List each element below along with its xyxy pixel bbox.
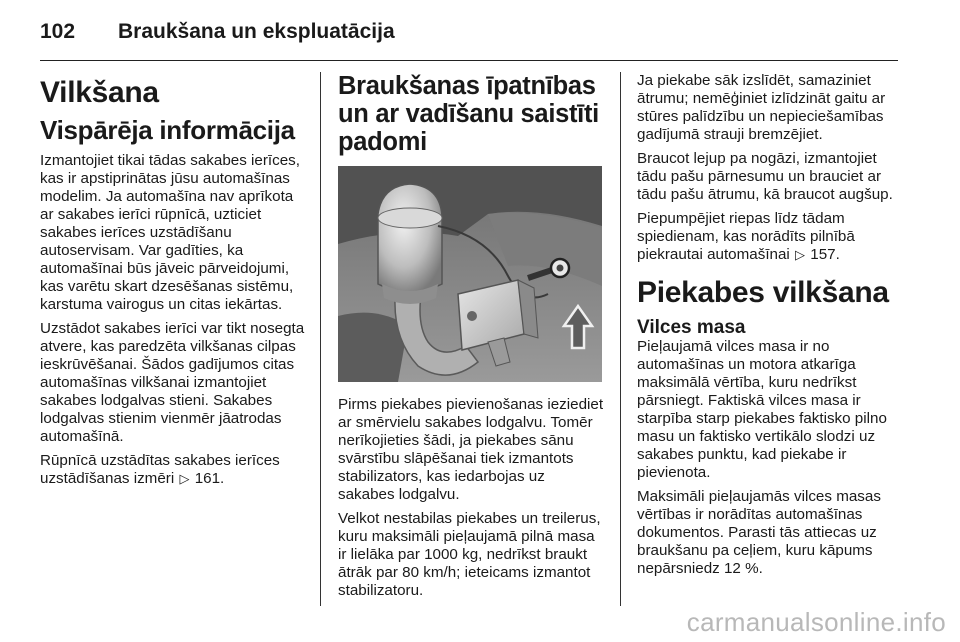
watermark: carmanualsonline.info [686,607,946,637]
paragraph-with-ref [40,452,308,488]
section-title: Braukšanas īpatnības un ar vadīšanu saistīti padomi [338,72,599,156]
paragraph-with-ref [637,210,905,264]
column-2 [338,72,604,606]
paragraph: Velkot nestabilas piekabes un treilerus, kuru maksimāli pieļaujamā pilnā masa ir lielāka par 1000 kg, nedrīkst braukt ātrāk par 80 km/h; ieteicams izmantot stabilizatoru. [338,510,601,599]
column-1 [40,72,308,494]
column-divider [320,72,321,606]
page-header [40,14,900,54]
page-reference[interactable]: 157. [810,246,840,263]
page-reference[interactable]: 161. [194,470,225,487]
paragraph: Ja piekabe sāk izslīdēt, samaziniet ātrumu; nemēģiniet izlīdzināt gaitu ar stūres palīdzību un nepieciešamības gadījumā strauji bremzējiet. [637,72,886,143]
column-3 [637,72,905,584]
tow-bar-illustration-svg [338,166,602,382]
section-title: Piekabes vilkšana [637,276,889,309]
paragraph: Maksimāli pieļaujamās vilces masas vērtības ir norādītas automašīnas dokumentos. Parasti tās attiecas uz braukšanu pa ceļiem, kuru kāpums nepārsniedz 12 %. [637,488,881,577]
subsection-title: Vispārēja informācija [40,115,295,145]
paragraph: Braucot lejup pa nogāzi, izmantojiet tādu pašu pārnesumu un brauciet ar tādu pašu ātrumu, kā braucot augšup. [637,150,893,203]
paragraph: Pirms piekabes pievienošanas ieziediet ar smērvielu sakabes lodgalvu. Tomēr nerīkojieties šādi, ja piekabes sānu svārstību slāpēšanai tiek izmantots stabilizators, kas iedarbojas uz sakabes lodgalvu. [338,396,604,503]
chapter-title: Braukšana un ekspluatācija [118,20,395,43]
column-divider [620,72,621,606]
page-reference-icon: ▷ [179,471,190,486]
paragraph: Izmantojiet tikai tādas sakabes ierīces, kas ir apstiprinātas jūsu automašīnas modelim. Ja automašīna nav aprīkota ar sakabes ierīci rūpnīcā, uzticiet sakabes ierīces uzstādīšanu autoservisam. Var gadīties, ka automašīnai būs jāveic pārveidojumi, kas varētu skart dzesēšanas sistēmu, karstuma vairogus un citas iekārtas. [40,152,300,313]
paragraph-text: Rūpnīcā uzstādītas sakabes ierīces uzstādīšanas izmēri [40,452,280,487]
paragraph: Pieļaujamā vilces masa ir no automašīnas un motora atkarīga maksimālā vērtība, kuru nedrīkst pārsniegt. Faktiskā vilces masa ir starpība starp piekabes faktisko pilno masu un faktisko vertikālo slodzi uz sakabes punktu, kad piekabe ir pievienota. [637,338,887,481]
subsection-title: Vilces masa [637,317,746,338]
header-rule [40,60,898,61]
paragraph: Uzstādot sakabes ierīci var tikt nosegta atvere, kas paredzēta vilkšanas cilpas ieskrūvēšanai. Šādos gadījumos citas automašīnas vilkšanai izmantojiet sakabes lodgalvas stieni. Sakabes lodgalvas stienim vienmēr jāatrodas automašīnā. [40,320,305,445]
paragraph-text: Piepumpējiet riepas līdz tādam spiedienam, kas norādīts pilnībā piekrautai automašīnai [637,210,855,263]
page-number: 102 [40,20,76,43]
tow-bar-illustration [338,166,602,382]
section-title: Vilkšana [40,76,159,109]
page-reference-icon: ▷ [795,247,806,262]
